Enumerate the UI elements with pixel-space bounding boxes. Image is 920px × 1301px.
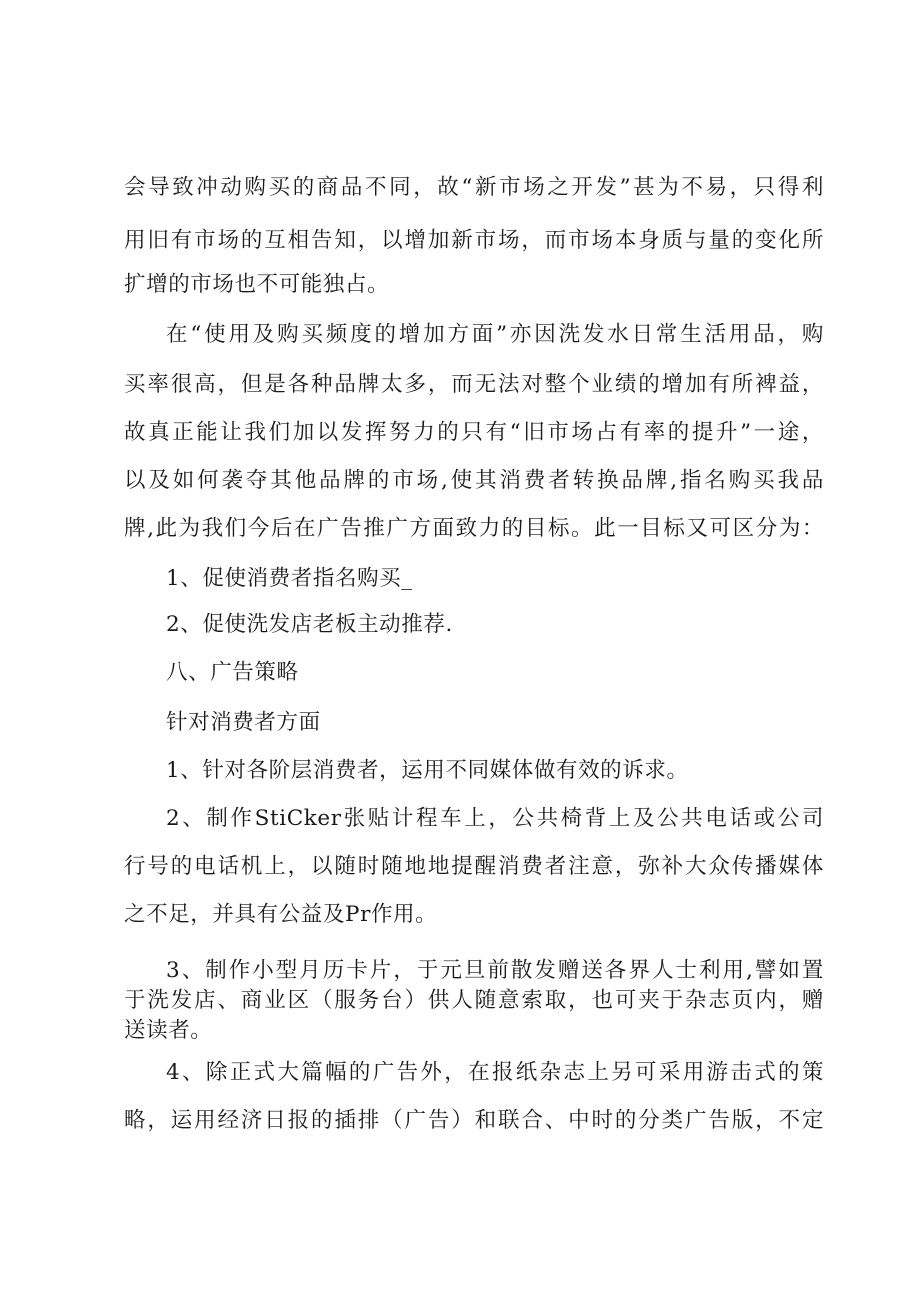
paragraph-line: 行号的电话机上，以随时随地地提醒消费者注意，弥补大众传播媒体 [124, 854, 824, 879]
paragraph-line: 买率很高，但是各种品牌太多，而无法对整个业绩的增加有所裨益， [124, 372, 824, 397]
paragraph-line: 会导致冲动购买的商品不同，故“新市场之开发”甚为不易，只得利 [124, 175, 824, 200]
paragraph-line: 于洗发店、商业区（服务台）供人随意索取，也可夹于杂志页内，赠 [124, 988, 824, 1013]
paragraph-line: 用旧有市场的互相告知，以增加新市场，而市场本身质与量的变化所 [124, 228, 824, 253]
paragraph-line: 2、制作StiCker张贴计程车上，公共椅背上及公共电话或公司 [166, 806, 824, 831]
paragraph-line: 略，运用经济日报的插排（广告）和联合、中时的分类广告版，不定 [124, 1108, 824, 1133]
list-item: 2、促使洗发店老板主动推荐. [166, 612, 453, 637]
paragraph-line: 4、除正式大篇幅的广告外，在报纸杂志上另可采用游击式的策 [166, 1060, 824, 1085]
section-heading: 八、广告策略 [166, 660, 299, 685]
subsection-heading: 针对消费者方面 [166, 710, 321, 735]
paragraph-line: 扩增的市场也不可能独占。 [124, 272, 390, 297]
paragraph-line: 牌,此为我们今后在广告推广方面致力的目标。此一目标又可区分为： [124, 516, 824, 541]
list-item: 1、促使消费者指名购买_ [166, 566, 413, 591]
paragraph-line: 在“使用及购买频度的增加方面”亦因洗发水日常生活用品，购 [166, 322, 824, 347]
paragraph-line: 之不足，并具有公益及Pr作用。 [124, 902, 438, 927]
paragraph-line: 故真正能让我们加以发挥努力的只有“旧市场占有率的提升”一途， [124, 420, 824, 445]
paragraph-line: 3、制作小型月历卡片，于元旦前散发赠送各界人士利用,譬如置 [166, 958, 824, 983]
paragraph-line: 送读者。 [124, 1018, 213, 1043]
list-item: 1、针对各阶层消费者，运用不同媒体做有效的诉求。 [166, 758, 689, 783]
paragraph-line: 以及如何袭夺其他品牌的市场,使其消费者转换品牌,指名购买我品 [124, 468, 824, 493]
